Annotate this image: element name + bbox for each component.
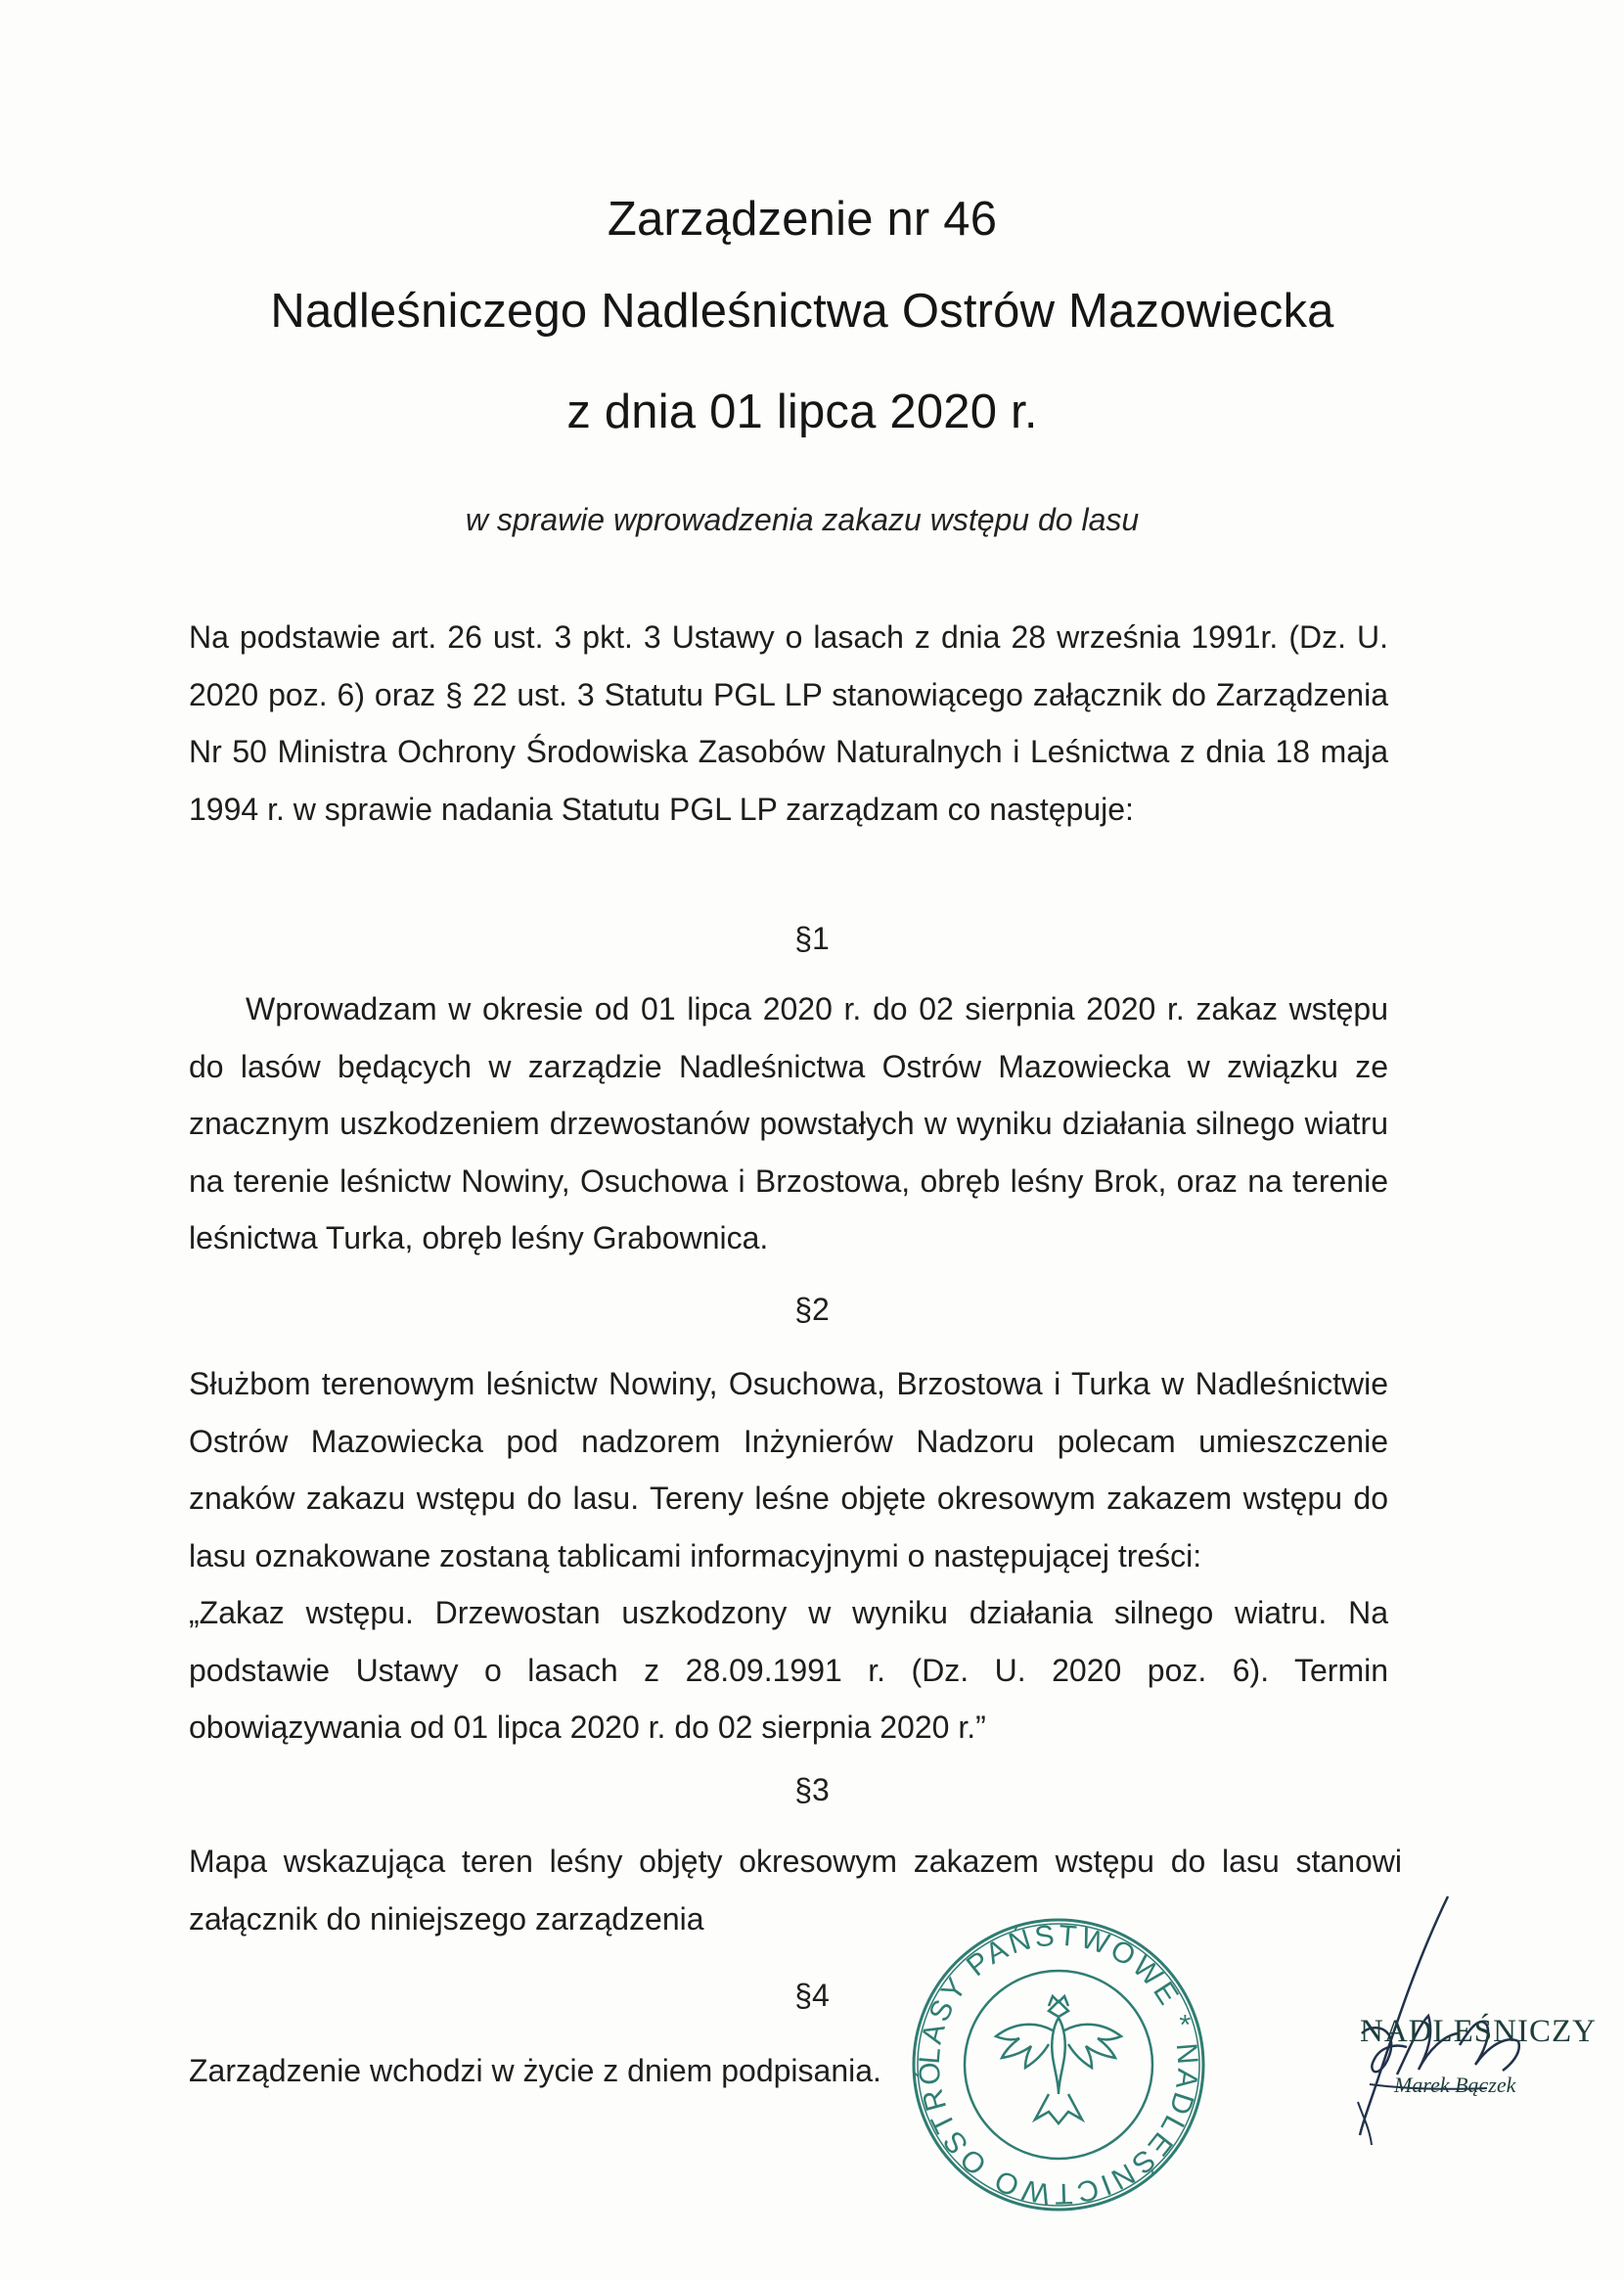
signatory-title: NADLEŚNICZY [1360,2014,1597,2049]
section-text-1: Wprowadzam w okresie od 01 lipca 2020 r. do 02 sierpnia 2020 r. zakaz wstępu do lasów będących w zarządzie Nadleśnictwa Ostrów Mazowiecka w związku ze znacznym uszkodzeniem drzewostanów powstałych w wyniku działania silnego wiatru na terenie leśnictw Nowiny, Osuchowa i Brzostowa, obręb leśny Brok, oraz na terenie leśnictwa Turka, obręb leśny Grabownica. [189,991,1388,1255]
official-stamp [902,1908,1215,2221]
section-text-3: Mapa wskazująca teren leśny objęty okresowym zakazem wstępu do lasu stanowi załącznik do niniejszego zarządzenia [189,1844,1402,1937]
section-heading-1: §1 [794,921,830,956]
section-text-2: Służbom terenowym leśnictw Nowiny, Osuchowa, Brzostowa i Turka w Nadleśnictwie Ostrów Mazowiecka pod nadzorem Inżynierów Nadzoru polecam umieszczenie znaków zakazu wstępu do lasu. Tereny leśne objęte okresowym zakazem wstępu do lasu oznakowane zostaną tablicami informacyjnymi o następującej treści: [189,1366,1388,1573]
document-date: z dnia 01 lipca 2020 r. [566,386,1038,438]
signature-block [1301,1879,1614,2192]
signatory-name: Marek Bączek [1394,2073,1516,2097]
svg-text:LASY PAŃSTWOWE * NADLEŚNICTWO: LASY PAŃSTWOWE * NADLEŚNICTWO OSTRÓ [913,1919,1204,2211]
document-title: Zarządzenie nr 46 [607,193,998,246]
section-2-block [189,1355,1388,1756]
section-text-4: Zarządzenie wchodzi w życie z dniem podpisania. [189,2053,881,2088]
section-heading-3: §3 [794,1772,830,1807]
legal-basis-paragraph: Na podstawie art. 26 ust. 3 pkt. 3 Ustawy o lasach z dnia 28 września 1991r. (Dz. U. 2020 poz. 6) oraz § 22 ust. 3 Statutu PGL LP stanowiącego załącznik do Zarządzenia Nr 50 Ministra Ochrony Środowiska Zasobów Naturalnych i Leśnictwa z dnia 18 maja 1994 r. w sprawie nadania Statutu PGL LP zarządzam co następuje: [189,619,1388,827]
section-heading-4: §4 [794,1978,830,2013]
eagle-emblem-icon [996,1996,1121,2123]
document-subject: w sprawie wprowadzenia zakazu wstępu do lasu [465,502,1140,537]
document-issuer: Nadleśniczego Nadleśnictwa Ostrów Mazowiecka [270,285,1334,338]
section-heading-2: §2 [794,1292,830,1327]
section-quote-2: „Zakaz wstępu. Drzewostan uszkodzony w wyniku działania silnego wiatru. Na podstawie Ustawy o lasach z 28.09.1991 r. (Dz. U. 2020 poz. 6). Termin obowiązywania od 01 lipca 2020 r. do 02 sierpnia 2020 r.” [189,1595,1388,1745]
